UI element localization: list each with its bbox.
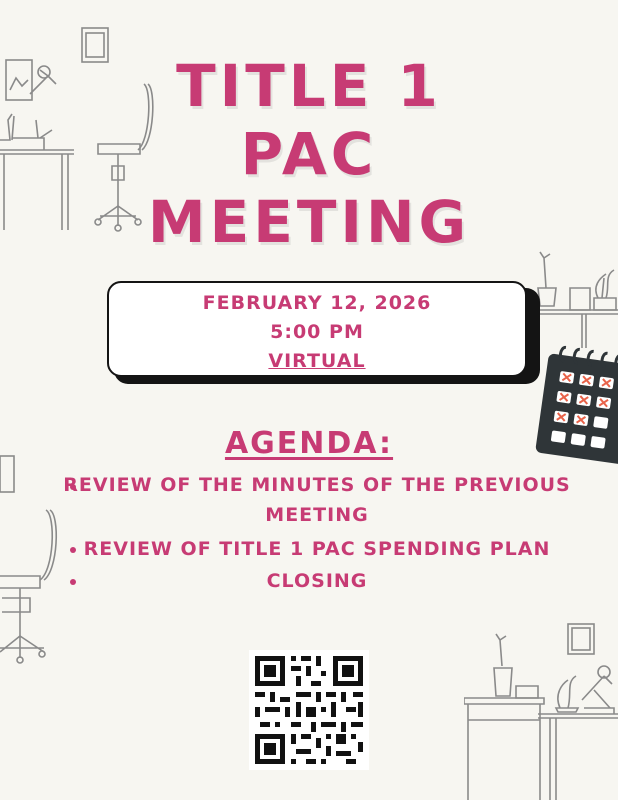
agenda-item-2: REVIEW OF TITLE 1 PAC SPENDING PLAN <box>83 538 551 560</box>
details-box <box>107 281 527 377</box>
agenda-item-1-line-2: MEETING <box>265 504 369 526</box>
shelf-right-illustration <box>530 248 618 348</box>
agenda-item-1 <box>62 470 572 530</box>
agenda-item-3: CLOSING <box>266 570 368 592</box>
title-line-2: PAC <box>240 120 378 188</box>
title-line-3: MEETING <box>147 188 471 256</box>
desk-bottom-right-illustration <box>464 620 618 800</box>
agenda-heading: AGENDA: <box>224 426 394 461</box>
qr-code-icon[interactable] <box>249 650 369 770</box>
page-title <box>0 52 618 256</box>
meeting-location-link[interactable]: VIRTUAL <box>268 350 366 372</box>
meeting-time: 5:00 PM <box>270 321 364 343</box>
title-line-1: TITLE 1 <box>176 52 442 120</box>
meeting-date: FEBRUARY 12, 2026 <box>202 292 432 314</box>
agenda-item-1-line-1: REVIEW OF THE MINUTES OF THE PREVIOUS <box>63 474 571 496</box>
